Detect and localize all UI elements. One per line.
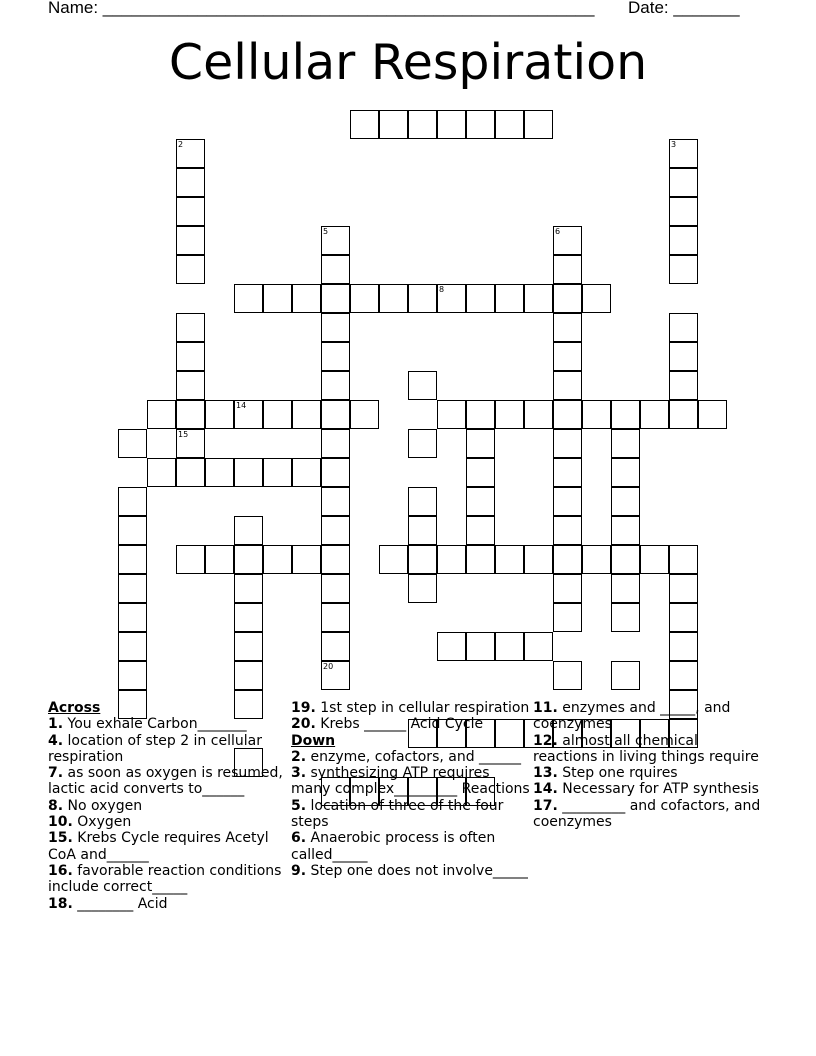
clue-item	[291, 798, 531, 831]
clue-text: Step one rquires	[557, 765, 678, 782]
down-clue-list	[291, 749, 531, 879]
crossword-cell[interactable]	[176, 168, 205, 197]
crossword-cell[interactable]	[321, 255, 350, 284]
crossword-cell[interactable]	[408, 487, 437, 516]
clue-number: 14.	[533, 781, 558, 798]
crossword-cell[interactable]	[321, 574, 350, 603]
crossword-cell[interactable]	[321, 313, 350, 342]
clue-item	[291, 716, 531, 732]
crossword-cell[interactable]	[234, 603, 263, 632]
clue-column-1	[48, 700, 288, 912]
crossword-cell[interactable]	[408, 110, 437, 139]
clue-number: 12.	[533, 732, 558, 749]
crossword-cell[interactable]	[408, 371, 437, 400]
clue-item	[533, 700, 763, 733]
crossword-cell[interactable]	[437, 632, 466, 661]
clue-number: 10.	[48, 814, 73, 831]
crossword-cell[interactable]	[321, 400, 350, 429]
cell-number: 8	[439, 284, 445, 294]
crossword-cell[interactable]	[553, 284, 582, 313]
crossword-cell[interactable]	[553, 545, 582, 574]
crossword-cell[interactable]	[553, 429, 582, 458]
crossword-cell[interactable]	[263, 400, 292, 429]
clue-text: Oxygen	[72, 814, 132, 831]
crossword-cell[interactable]	[176, 429, 205, 458]
clue-text: _________ and cofactors, and coenzymes	[533, 797, 761, 831]
crossword-cell[interactable]	[466, 429, 495, 458]
crossword-cell[interactable]	[234, 661, 263, 690]
clue-number: 2.	[291, 748, 307, 765]
crossword-cell[interactable]	[524, 400, 553, 429]
crossword-cell[interactable]	[524, 110, 553, 139]
clue-number: 13.	[533, 765, 558, 782]
clue-item	[48, 716, 288, 732]
clue-number: 15.	[48, 830, 73, 847]
crossword-cell[interactable]	[466, 516, 495, 545]
clue-item	[291, 749, 531, 765]
crossword-cell[interactable]	[379, 110, 408, 139]
clue-text: No oxygen	[63, 797, 143, 814]
crossword-cell[interactable]	[553, 516, 582, 545]
clue-item	[48, 896, 288, 912]
crossword-cell[interactable]	[611, 574, 640, 603]
crossword-cell[interactable]	[669, 661, 698, 690]
clue-text: almost all chemical reactions in living things require	[533, 732, 759, 765]
clue-number: 20.	[291, 716, 316, 733]
clue-text: location of three of the four steps	[291, 797, 504, 831]
crossword-cell[interactable]	[495, 545, 524, 574]
clue-item	[291, 700, 531, 716]
crossword-cell[interactable]	[147, 400, 176, 429]
crossword-cell[interactable]	[321, 284, 350, 313]
clue-column-3	[533, 700, 763, 830]
crossword-cell[interactable]	[611, 429, 640, 458]
clue-number: 6.	[291, 830, 307, 847]
clue-text: Krebs ______ Acid Cycle	[315, 716, 484, 733]
across-clue-list-continued	[291, 700, 531, 733]
clue-item	[48, 733, 288, 766]
clue-item	[533, 733, 763, 766]
crossword-cell[interactable]	[408, 516, 437, 545]
clue-item	[291, 830, 531, 863]
clue-text: Step one does not involve_____	[306, 862, 528, 879]
clue-column-2	[291, 700, 531, 879]
crossword-cell[interactable]	[118, 545, 147, 574]
clue-number: 19.	[291, 700, 316, 716]
clue-text: ________ Acid	[72, 895, 168, 912]
crossword-cell[interactable]	[611, 545, 640, 574]
crossword-cell[interactable]	[408, 284, 437, 313]
crossword-cell[interactable]	[176, 545, 205, 574]
clue-item	[48, 830, 288, 863]
clue-item	[533, 765, 763, 781]
crossword-cell[interactable]	[321, 458, 350, 487]
crossword-cell[interactable]	[176, 139, 205, 168]
crossword-cell[interactable]	[321, 603, 350, 632]
crossword-cell[interactable]	[408, 574, 437, 603]
crossword-cell[interactable]	[118, 632, 147, 661]
cell-number: 6	[555, 226, 561, 236]
crossword-cell[interactable]	[437, 284, 466, 313]
crossword-cell[interactable]	[640, 400, 669, 429]
crossword-cell[interactable]	[205, 545, 234, 574]
clue-item	[533, 798, 763, 831]
crossword-cell[interactable]	[408, 429, 437, 458]
crossword-cell[interactable]	[118, 487, 147, 516]
clue-number: 1.	[48, 716, 64, 733]
crossword-cell[interactable]	[611, 458, 640, 487]
clue-item	[48, 798, 288, 814]
crossword-cell[interactable]	[321, 226, 350, 255]
crossword-cell[interactable]	[234, 400, 263, 429]
crossword-cell[interactable]	[350, 400, 379, 429]
crossword-cell[interactable]	[176, 458, 205, 487]
crossword-cell[interactable]	[582, 284, 611, 313]
crossword-cell[interactable]	[292, 458, 321, 487]
crossword-cell[interactable]	[553, 313, 582, 342]
crossword-cell[interactable]	[669, 197, 698, 226]
crossword-cell[interactable]	[553, 661, 582, 690]
crossword-cell[interactable]	[553, 400, 582, 429]
cell-number: 20	[323, 661, 334, 671]
crossword-cell[interactable]	[176, 371, 205, 400]
clue-number: 5.	[291, 797, 307, 814]
crossword-cell[interactable]	[553, 226, 582, 255]
crossword-cell[interactable]	[176, 313, 205, 342]
crossword-cell[interactable]	[582, 400, 611, 429]
crossword-cell[interactable]	[176, 400, 205, 429]
crossword-cell[interactable]	[466, 400, 495, 429]
crossword-cell[interactable]	[669, 342, 698, 371]
crossword-cell[interactable]	[118, 429, 147, 458]
clue-number: 3.	[291, 765, 307, 782]
clue-item	[48, 863, 288, 896]
crossword-cell[interactable]	[524, 545, 553, 574]
crossword-cell[interactable]	[234, 545, 263, 574]
crossword-cell[interactable]	[669, 632, 698, 661]
crossword-cell[interactable]	[669, 603, 698, 632]
crossword-cell[interactable]	[495, 284, 524, 313]
crossword-cell[interactable]	[263, 545, 292, 574]
clue-text: You exhale Carbon_______	[63, 716, 247, 733]
clue-number: 11.	[533, 700, 558, 716]
crossword-cell[interactable]	[321, 632, 350, 661]
cell-number: 15	[178, 429, 189, 439]
crossword-cell[interactable]	[611, 516, 640, 545]
crossword-cell[interactable]	[640, 545, 669, 574]
crossword-cell[interactable]	[234, 632, 263, 661]
crossword-cell[interactable]	[321, 661, 350, 690]
crossword-cell[interactable]	[611, 400, 640, 429]
crossword-cell[interactable]	[669, 168, 698, 197]
crossword-cell[interactable]	[292, 400, 321, 429]
clue-item	[48, 765, 288, 798]
clue-text: location of step 2 in cellular respiration	[48, 732, 262, 765]
crossword-cell[interactable]	[292, 284, 321, 313]
crossword-cell[interactable]	[321, 516, 350, 545]
crossword-cell[interactable]	[553, 574, 582, 603]
crossword-cell[interactable]	[205, 400, 234, 429]
crossword-cell[interactable]	[234, 284, 263, 313]
crossword-cell[interactable]	[118, 603, 147, 632]
crossword-cell[interactable]	[176, 226, 205, 255]
crossword-cell[interactable]	[669, 139, 698, 168]
cell-number: 2	[178, 139, 184, 149]
crossword-cell[interactable]	[524, 632, 553, 661]
crossword-cell[interactable]	[669, 226, 698, 255]
clue-number: 17.	[533, 797, 558, 814]
crossword-cell[interactable]	[466, 110, 495, 139]
crossword-cell[interactable]	[176, 342, 205, 371]
crossword-cell[interactable]	[669, 255, 698, 284]
cell-number: 5	[323, 226, 329, 236]
clue-text: Anaerobic process is often called_____	[291, 830, 496, 863]
clue-number: 8.	[48, 797, 64, 814]
crossword-cell[interactable]	[321, 545, 350, 574]
clue-number: 18.	[48, 895, 73, 912]
date-field[interactable]: Date: _______	[628, 0, 740, 17]
page-title: Cellular Respiration	[168, 34, 648, 91]
crossword-cell[interactable]	[553, 603, 582, 632]
crossword-cell[interactable]	[263, 458, 292, 487]
crossword-cell[interactable]	[263, 284, 292, 313]
crossword-cell[interactable]	[466, 284, 495, 313]
crossword-cell[interactable]	[669, 574, 698, 603]
clue-text: enzymes and _____, and coenzymes	[533, 700, 731, 733]
crossword-cell[interactable]	[176, 197, 205, 226]
crossword-cell[interactable]	[437, 110, 466, 139]
clue-item	[291, 765, 531, 798]
across-heading: Across	[48, 700, 101, 716]
crossword-cell[interactable]	[147, 458, 176, 487]
crossword-cell[interactable]	[669, 313, 698, 342]
crossword-cell[interactable]	[611, 487, 640, 516]
crossword-cell[interactable]	[379, 284, 408, 313]
across-clue-list	[48, 716, 288, 912]
crossword-cell[interactable]	[379, 545, 408, 574]
crossword-cell[interactable]	[176, 255, 205, 284]
crossword-cell[interactable]	[495, 632, 524, 661]
crossword-cell[interactable]	[669, 371, 698, 400]
crossword-cell[interactable]	[582, 545, 611, 574]
clue-item	[48, 814, 288, 830]
crossword-cell[interactable]	[408, 545, 437, 574]
crossword-cell[interactable]	[350, 284, 379, 313]
crossword-cell[interactable]	[118, 661, 147, 690]
crossword-cell[interactable]	[321, 342, 350, 371]
clue-text: Krebs Cycle requires Acetyl CoA and______	[48, 830, 269, 863]
crossword-cell[interactable]	[234, 458, 263, 487]
crossword-cell[interactable]	[553, 371, 582, 400]
cell-number: 3	[671, 139, 677, 149]
clue-number: 9.	[291, 862, 307, 879]
down-clue-list-continued	[533, 700, 763, 830]
crossword-cell[interactable]	[553, 342, 582, 371]
crossword-cell[interactable]	[495, 110, 524, 139]
crossword-cell[interactable]	[553, 487, 582, 516]
clue-text: 1st step in cellular respiration	[315, 700, 530, 716]
crossword-cell[interactable]	[437, 545, 466, 574]
clue-text: favorable reaction conditions include correct_____	[48, 862, 282, 896]
crossword-cell[interactable]	[321, 371, 350, 400]
crossword-cell[interactable]	[669, 400, 698, 429]
crossword-cell[interactable]	[553, 458, 582, 487]
crossword-cell[interactable]	[466, 632, 495, 661]
crossword-cell[interactable]	[466, 458, 495, 487]
clue-number: 4.	[48, 732, 64, 749]
crossword-cell[interactable]	[698, 400, 727, 429]
crossword-cell[interactable]	[234, 574, 263, 603]
crossword-cell[interactable]	[118, 574, 147, 603]
crossword-cell[interactable]	[611, 603, 640, 632]
crossword-cell[interactable]	[466, 545, 495, 574]
crossword-cell[interactable]	[524, 284, 553, 313]
crossword-cell[interactable]	[495, 400, 524, 429]
clue-number: 7.	[48, 765, 64, 782]
clue-text: Necessary for ATP synthesis	[557, 781, 759, 798]
crossword-cell[interactable]	[321, 487, 350, 516]
clue-text: as soon as oxygen is resumed, lactic acid converts to______	[48, 765, 283, 798]
clue-item	[533, 781, 763, 797]
crossword-cell[interactable]	[669, 545, 698, 574]
clue-text: synthesizing ATP requires many complex_________ Reactions	[291, 765, 530, 798]
crossword-cell[interactable]	[321, 429, 350, 458]
crossword-cell[interactable]	[118, 516, 147, 545]
crossword-cell[interactable]	[466, 487, 495, 516]
crossword-cell[interactable]	[205, 458, 234, 487]
clue-number: 16.	[48, 862, 73, 879]
crossword-cell[interactable]	[553, 255, 582, 284]
crossword-cell[interactable]	[611, 661, 640, 690]
crossword-cell[interactable]	[292, 545, 321, 574]
crossword-cell[interactable]	[350, 110, 379, 139]
crossword-cell[interactable]	[234, 516, 263, 545]
down-heading: Down	[291, 732, 336, 749]
name-field[interactable]: Name: ____________________________________________________	[48, 0, 595, 17]
clue-text: enzyme, cofactors, and ______	[306, 748, 522, 765]
clue-item	[291, 863, 531, 879]
crossword-cell[interactable]	[437, 400, 466, 429]
cell-number: 14	[236, 400, 247, 410]
